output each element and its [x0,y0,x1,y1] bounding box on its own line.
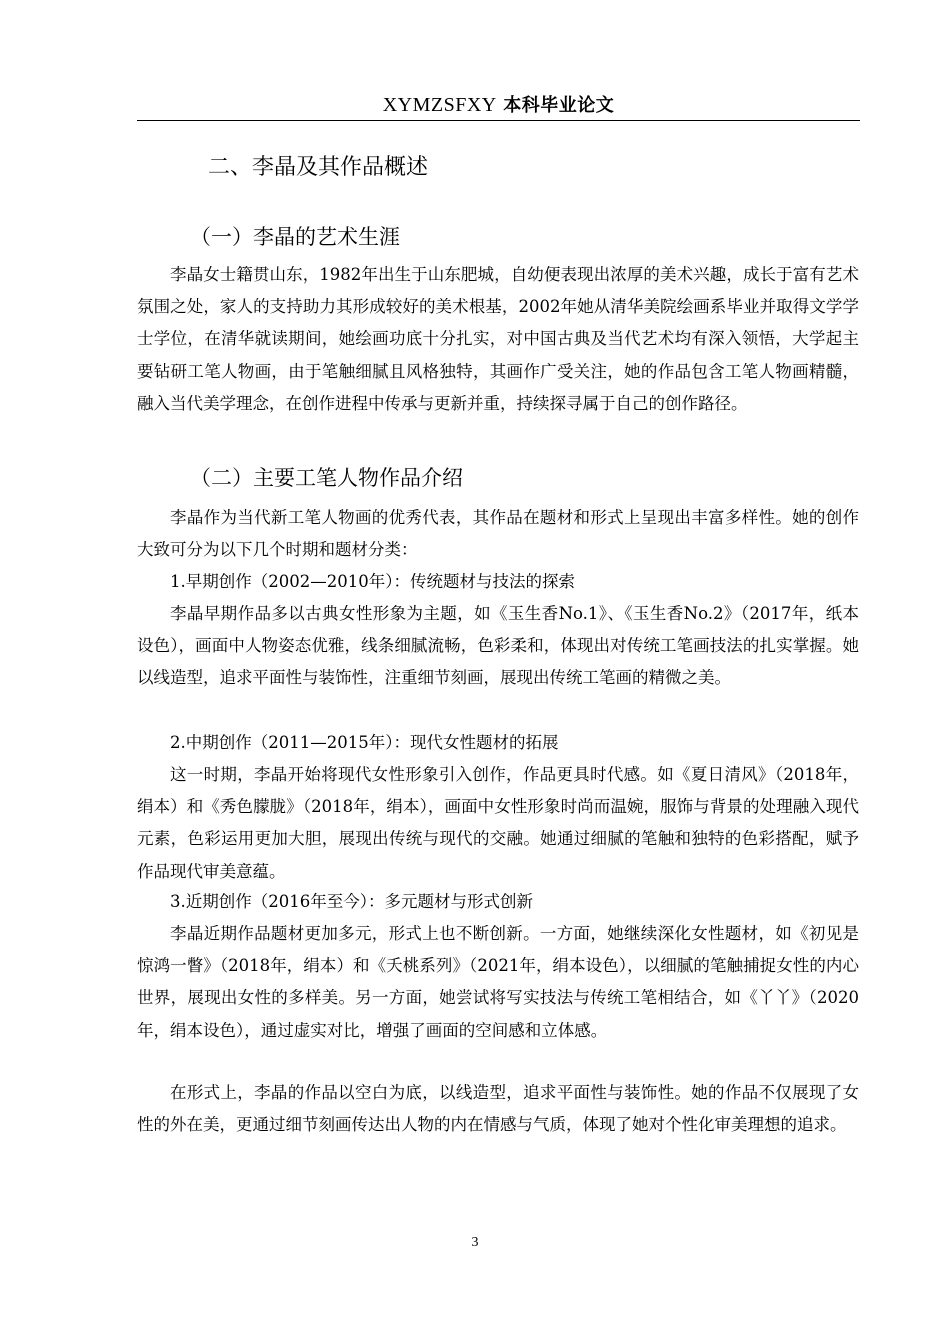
paragraph-period-2: 这一时期，李晶开始将现代女性形象引入创作，作品更具时代感。如《夏日清风》（2018年，绢本）和《秀色朦胧》（2018年，绢本），画面中女性形象时尚而温婉，服饰与背景的处理融入现代元素，色彩运用更加大胆，展现出传统与现代的交融。她通过细腻的笔触和独特的色彩搭配，赋予作品现代审美意蕴。 [137,765,859,881]
paragraph-period-1: 李晶早期作品多以古典女性形象为主题，如《玉生香No.1》、《玉生香No.2》（2017年，纸本设色），画面中人物姿态优雅，线条细腻流畅，色彩柔和，体现出对传统工笔画技法的扎实掌握。她以线造型，追求平面性与装饰性，注重细节刻画，展现出传统工笔画的精微之美。 [137,604,859,688]
paragraph-closing: 在形式上，李晶的作品以空白为底，以线造型，追求平面性与装饰性。她的作品不仅展现了女性的外在美，更通过细节刻画传达出人物的内在情感与气质，体现了她对个性化审美理想的追求。 [137,1083,859,1135]
subsection-heading-1: （一）李晶的艺术生涯 [190,225,400,249]
header-code: XYMZSFXY [382,94,497,116]
subsection-heading-2: （二）主要工笔人物作品介绍 [190,466,463,490]
page-number: 3 [471,1235,479,1250]
period-1-title: 1.早期创作（2002—2010年）：传统题材与技法的探索 [170,572,575,591]
section-heading: 二、李晶及其作品概述 [208,155,429,180]
paragraph-career: 李晶女士籍贯山东，1982年出生于山东肥城，自幼便表现出浓厚的美术兴趣，成长于富有艺术氛围之处，家人的支持助力其形成较好的美术根基，2002年她从清华美院绘画系毕业并取得文学学士学位，在清华就读期间，她绘画功底十分扎实，对中国古典及当代艺术均有深入领悟，大学起主要钻研工笔人物画，由于笔触细腻且风格独特，其画作广受关注，她的作品包含工笔人物画精髓，融入当代美学理念，在创作进程中传承与更新并重，持续探寻属于自己的创作路径。 [137,265,859,413]
period-3-title: 3.近期创作（2016年至今）：多元题材与形式创新 [170,892,533,911]
paragraph-intro: 李晶作为当代新工笔人物画的优秀代表，其作品在题材和形式上呈现出丰富多样性。她的创作大致可分为以下几个时期和题材分类： [137,508,859,560]
header-title: 本科毕业论文 [503,95,615,116]
header-divider [137,120,860,121]
page-header [137,92,860,118]
period-2-title: 2.中期创作（2011—2015年）：现代女性题材的拓展 [170,733,559,752]
paragraph-period-3: 李晶近期作品题材更加多元，形式上也不断创新。一方面，她继续深化女性题材，如《初见是惊鸿一瞥》（2018年，绢本）和《夭桃系列》（2021年，绢本设色），以细腻的笔触捕捉女性的内心世界，展现出女性的多样美。另一方面，她尝试将写实技法与传统工笔相结合，如《丫丫》（2020年，绢本设色），通过虚实对比，增强了画面的空间感和立体感。 [137,924,859,1040]
